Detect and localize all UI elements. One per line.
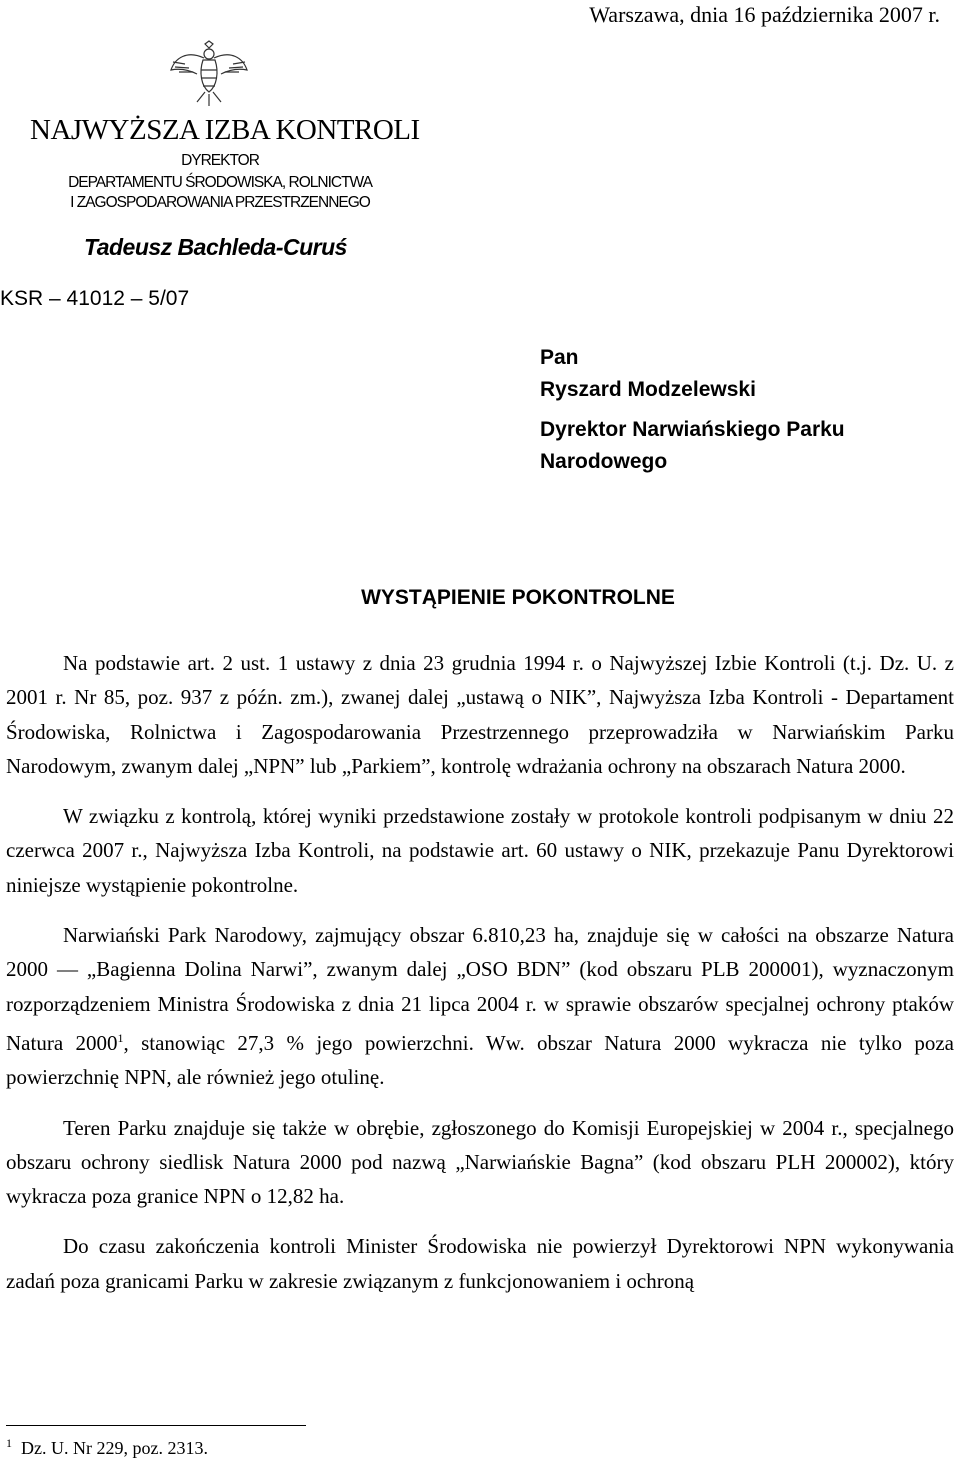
letter-body [6, 646, 954, 1314]
footnote-text: Dz. U. Nr 229, poz. 2313. [21, 1438, 208, 1458]
addressee-position-cont: Narodowego [540, 450, 668, 473]
paragraph-legal-basis: Na podstawie art. 2 ust. 1 ustawy z dnia 23 grudnia 1994 r. o Najwyższej Izbie Kontroli (t.j. Dz. U. z 2001 r. Nr 85, poz. 937 z późn. zm.), zwanej dalej „ustawą o NIK”, Najwyższa Izba Kontroli - Departament Środowiska, Rolnictwa i Zagospodarowania Przestrzennego przeprowadziła w Narwiańskim Parku Narodowym, zwanym dalej „NPN” lub „Parkiem”, kontrolę wdrażania ochrony na obszarach Natura 2000. [6, 651, 954, 778]
addressee-name: Ryszard Modzelewski [540, 378, 756, 401]
department-title-line-3: I ZAGOSPODAROWANIA PRZESTRZENNEGO [70, 194, 370, 211]
paragraph-minister: Do czasu zakończenia kontroli Minister Środowiska nie powierzył Dyrektorowi NPN wykonywania zadań poza granicami Parku w zakresie związanym z funkcjonowaniem i ochroną [6, 1234, 954, 1293]
polish-eagle-emblem-icon [167, 40, 251, 110]
reference-number: KSR – 41012 – 5/07 [0, 287, 190, 310]
department-title-line-1: DYREKTOR [181, 152, 259, 169]
paragraph-protocol: W związku z kontrolą, której wyniki przedstawione zostały w protokole kontroli podpisanym w dniu 22 czerwca 2007 r., Najwyższa Izba Kontroli, na podstawie art. 60 ustawy o NIK, przekazuje Panu Dyrektorowi niniejsze wystąpienie pokontrolne. [6, 804, 954, 897]
signer-name: Tadeusz Bachleda-Curuś [84, 234, 347, 260]
document-date: Warszawa, dnia 16 października 2007 r. [589, 2, 940, 27]
footnote-reference: 1 [117, 1030, 124, 1045]
addressee-salutation: Pan [540, 346, 579, 369]
footnote-divider [6, 1425, 306, 1426]
addressee-position: Dyrektor Narwiańskiego Parku [540, 418, 845, 441]
document-title: WYSTĄPIENIE POKONTROLNE [361, 586, 675, 609]
paragraph-natura-text-b: , stanowiąc 27,3 % jego powierzchni. Ww. obszar Natura 2000 wykracza nie tylko poza powierzchnię NPN, ale również jego otulinę. [6, 1030, 954, 1090]
department-title-line-2: DEPARTAMENTU ŚRODOWISKA, ROLNICTWA [68, 174, 372, 191]
institution-name: NAJWYŻSZA IZBA KONTROLI [30, 114, 420, 146]
footnote-number: 1 [6, 1436, 12, 1450]
paragraph-habitat-area: Teren Parku znajduje się także w obrębie, zgłoszonego do Komisji Europejskiej w 2004 r., specjalnego obszaru ochrony siedlisk Natura 2000 pod nazwą „Narwiańskie Bagna” (kod obszaru PLH 200002), który wykracza poza granice NPN o 12,82 ha. [6, 1115, 954, 1209]
footnote [6, 1436, 208, 1459]
paragraph-natura-text-a: Narwiański Park Narodowy, zajmujący obszar 6.810,23 ha, znajduje się w całości na obszarze Natura 2000 — „Bagienna Dolina Narwi”, zwanym dalej „OSO BDN” (kod obszaru PLB 200001), wyznaczonym rozporządzeniem Ministra Środowiska z dnia 21 lipca 2004 r. w sprawie obszarów specjalnej ochrony ptaków Natura 2000 [6, 923, 954, 1055]
paragraph-natura-area [6, 918, 954, 1094]
